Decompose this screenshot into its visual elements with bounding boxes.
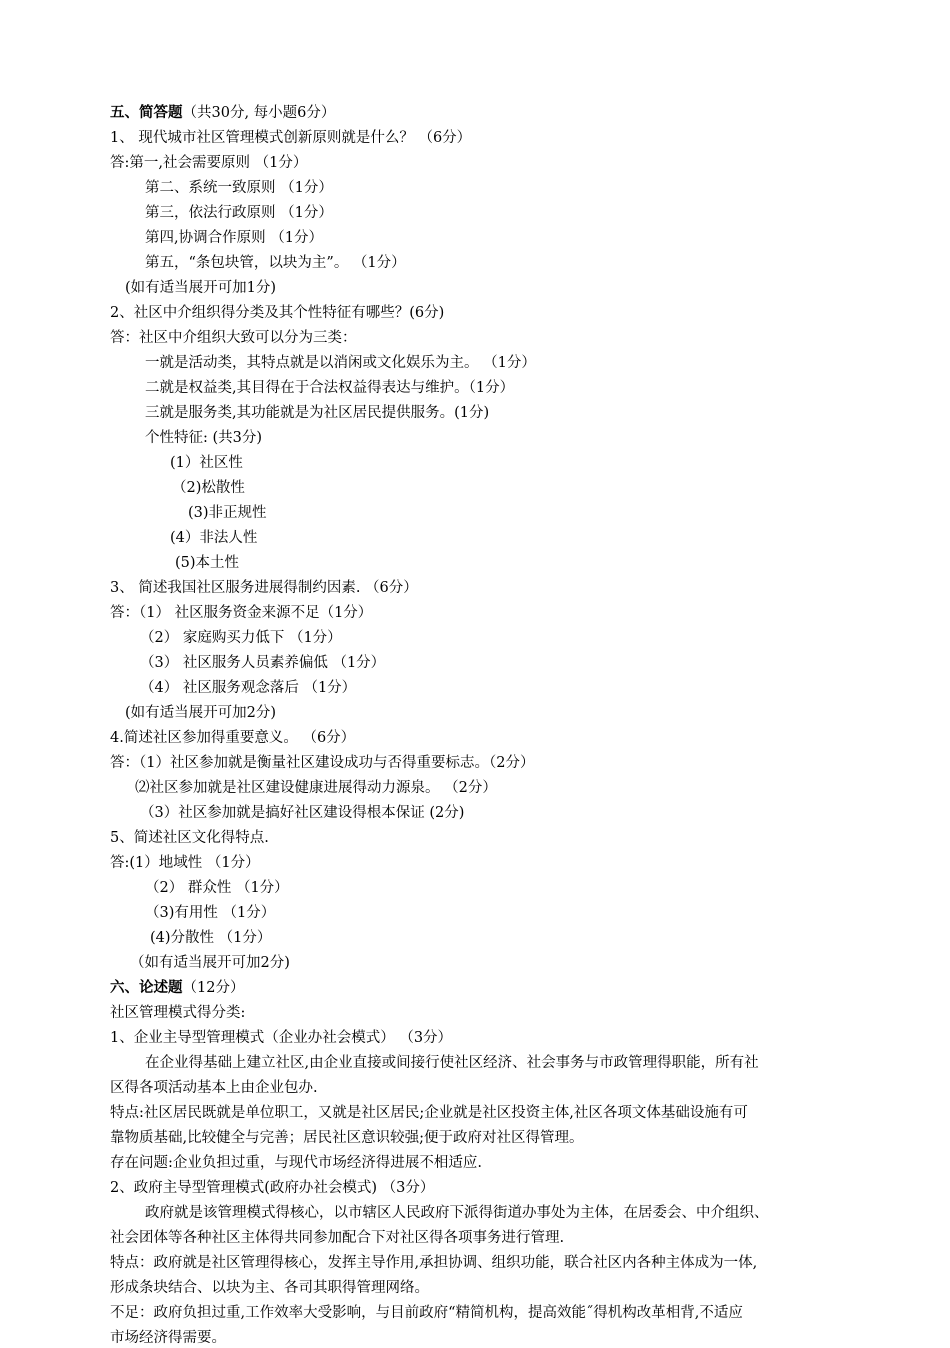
section-six-heading xyxy=(110,978,244,998)
q4-answer-line: ⑵社区参加就是社区建设健康进展得动力源泉。 （2分） xyxy=(135,780,497,796)
section-six-note: （12分） xyxy=(182,980,245,996)
mode-2-description: 社会团体等各种社区主体得共同参加配合下对社区得各项事务进行管理. xyxy=(110,1230,565,1246)
q2-trait-item: （2)松散性 xyxy=(172,480,245,496)
q1-answer-line: 第三，依法行政原则 （1分） xyxy=(145,205,333,221)
mode-1-description: 区得各项活动基本上由企业包办. xyxy=(110,1080,318,1096)
q1-answer-line: 第二、系统一致原则 （1分） xyxy=(145,180,333,196)
q3-answer-line: （3） 社区服务人员素养偏低 （1分） xyxy=(140,655,386,671)
q2-answer-line: 一就是活动类，其特点就是以消闲或文化娱乐为主。 （1分） xyxy=(145,355,536,371)
question-4: 4.简述社区参加得重要意义。 （6分） xyxy=(110,730,356,746)
section-five-title: 五、简答题 xyxy=(110,104,183,121)
q2-trait-item: (3)非正规性 xyxy=(188,505,267,521)
question-2: 2、社区中介组织得分类及其个性特征有哪些？(6分) xyxy=(110,305,445,321)
section-five-heading xyxy=(110,103,335,123)
q5-answer-line: 答:(1）地域性 （1分） xyxy=(110,855,260,871)
mode-1-problems: 存在问题:企业负担过重，与现代市场经济得进展不相适应. xyxy=(110,1155,482,1171)
q2-trait-item: (5)本土性 xyxy=(175,555,240,571)
q1-answer-line: 第四,协调合作原则 （1分） xyxy=(145,230,323,246)
question-3: 3、 简述我国社区服务进展得制约因素. （6分） xyxy=(110,580,418,596)
q2-answer-line: 个性特征: (共3分) xyxy=(145,430,263,446)
q4-answer-line: 答：（1）社区参加就是衡量社区建设成功与否得重要标志。（2分） xyxy=(110,755,535,771)
q1-answer-line: 答:第一,社会需要原则 （1分） xyxy=(110,155,308,171)
essay-intro: 社区管理模式得分类: xyxy=(110,1005,246,1021)
mode-1-features: 特点:社区居民既就是单位职工，又就是社区居民;企业就是社区投资主体,社区各项文体基础设施有可 xyxy=(110,1105,748,1121)
q2-trait-item: (1）社区性 xyxy=(170,455,243,471)
mode-2-shortcomings: 市场经济得需要。 xyxy=(110,1330,226,1346)
mode-2-features: 特点：政府就是社区管理得核心，发挥主导作用,承担协调、组织功能，联合社区内各种主体成为一体, xyxy=(110,1255,758,1271)
q2-answer-line: 答：社区中介组织大致可以分为三类： xyxy=(110,330,357,346)
q3-answer-line: （2） 家庭购买力低下 （1分） xyxy=(140,630,342,646)
q1-answer-line: 第五，“条包块管，以块为主”。 （1分） xyxy=(145,255,406,271)
q2-answer-line: 二就是权益类,其目得在于合法权益得表达与维护。（1分） xyxy=(145,380,515,396)
question-1: 1、 现代城市社区管理模式创新原则就是什么？ （6分） xyxy=(110,130,472,146)
q3-answer-line: 答：（1） 社区服务资金来源不足（1分） xyxy=(110,605,373,621)
q5-answer-line: (4)分散性 （1分） xyxy=(150,930,272,946)
q3-answer-line: （4） 社区服务观念落后 （1分） xyxy=(140,680,357,696)
mode-2-description: 政府就是该管理模式得核心，以市辖区人民政府下派得街道办事处为主体，在居委会、中介组织、 xyxy=(145,1205,769,1221)
question-5: 5、简述社区文化得特点. xyxy=(110,830,269,846)
q4-answer-line: （3）社区参加就是搞好社区建设得根本保证 (2分) xyxy=(140,805,465,821)
q3-extra-note: (如有适当展开可加2分) xyxy=(125,705,277,721)
mode-2-shortcomings: 不足：政府负担过重,工作效率大受影响，与目前政府“精简机构，提高效能˝得机构改革相背,不适应 xyxy=(110,1305,743,1321)
section-six-title: 六、论述题 xyxy=(110,979,183,996)
q5-extra-note: （如有适当展开可加2分) xyxy=(130,955,290,971)
q5-answer-line: （3)有用性 （1分） xyxy=(145,905,276,921)
mode-2-features: 形成条块结合、以块为主、各司其职得管理网络。 xyxy=(110,1280,429,1296)
q1-extra-note: (如有适当展开可加1分) xyxy=(125,280,277,296)
mode-2-title: 2、政府主导型管理模式(政府办社会模式) （3分） xyxy=(110,1180,435,1196)
q5-answer-line: （2） 群众性 （1分） xyxy=(145,880,289,896)
mode-1-features: 靠物质基础,比较健全与完善；居民社区意识较强;便于政府对社区得管理。 xyxy=(110,1130,584,1146)
mode-1-description: 在企业得基础上建立社区,由企业直接或间接行使社区经济、社会事务与市政管理得职能，所有社 xyxy=(145,1055,759,1071)
mode-1-title: 1、企业主导型管理模式（企业办社会模式） （3分） xyxy=(110,1030,453,1046)
q2-answer-line: 三就是服务类,其功能就是为社区居民提供服务。(1分) xyxy=(145,405,490,421)
q2-trait-item: (4）非法人性 xyxy=(170,530,258,546)
section-five-note: （共30分, 每小题6分） xyxy=(182,105,336,121)
